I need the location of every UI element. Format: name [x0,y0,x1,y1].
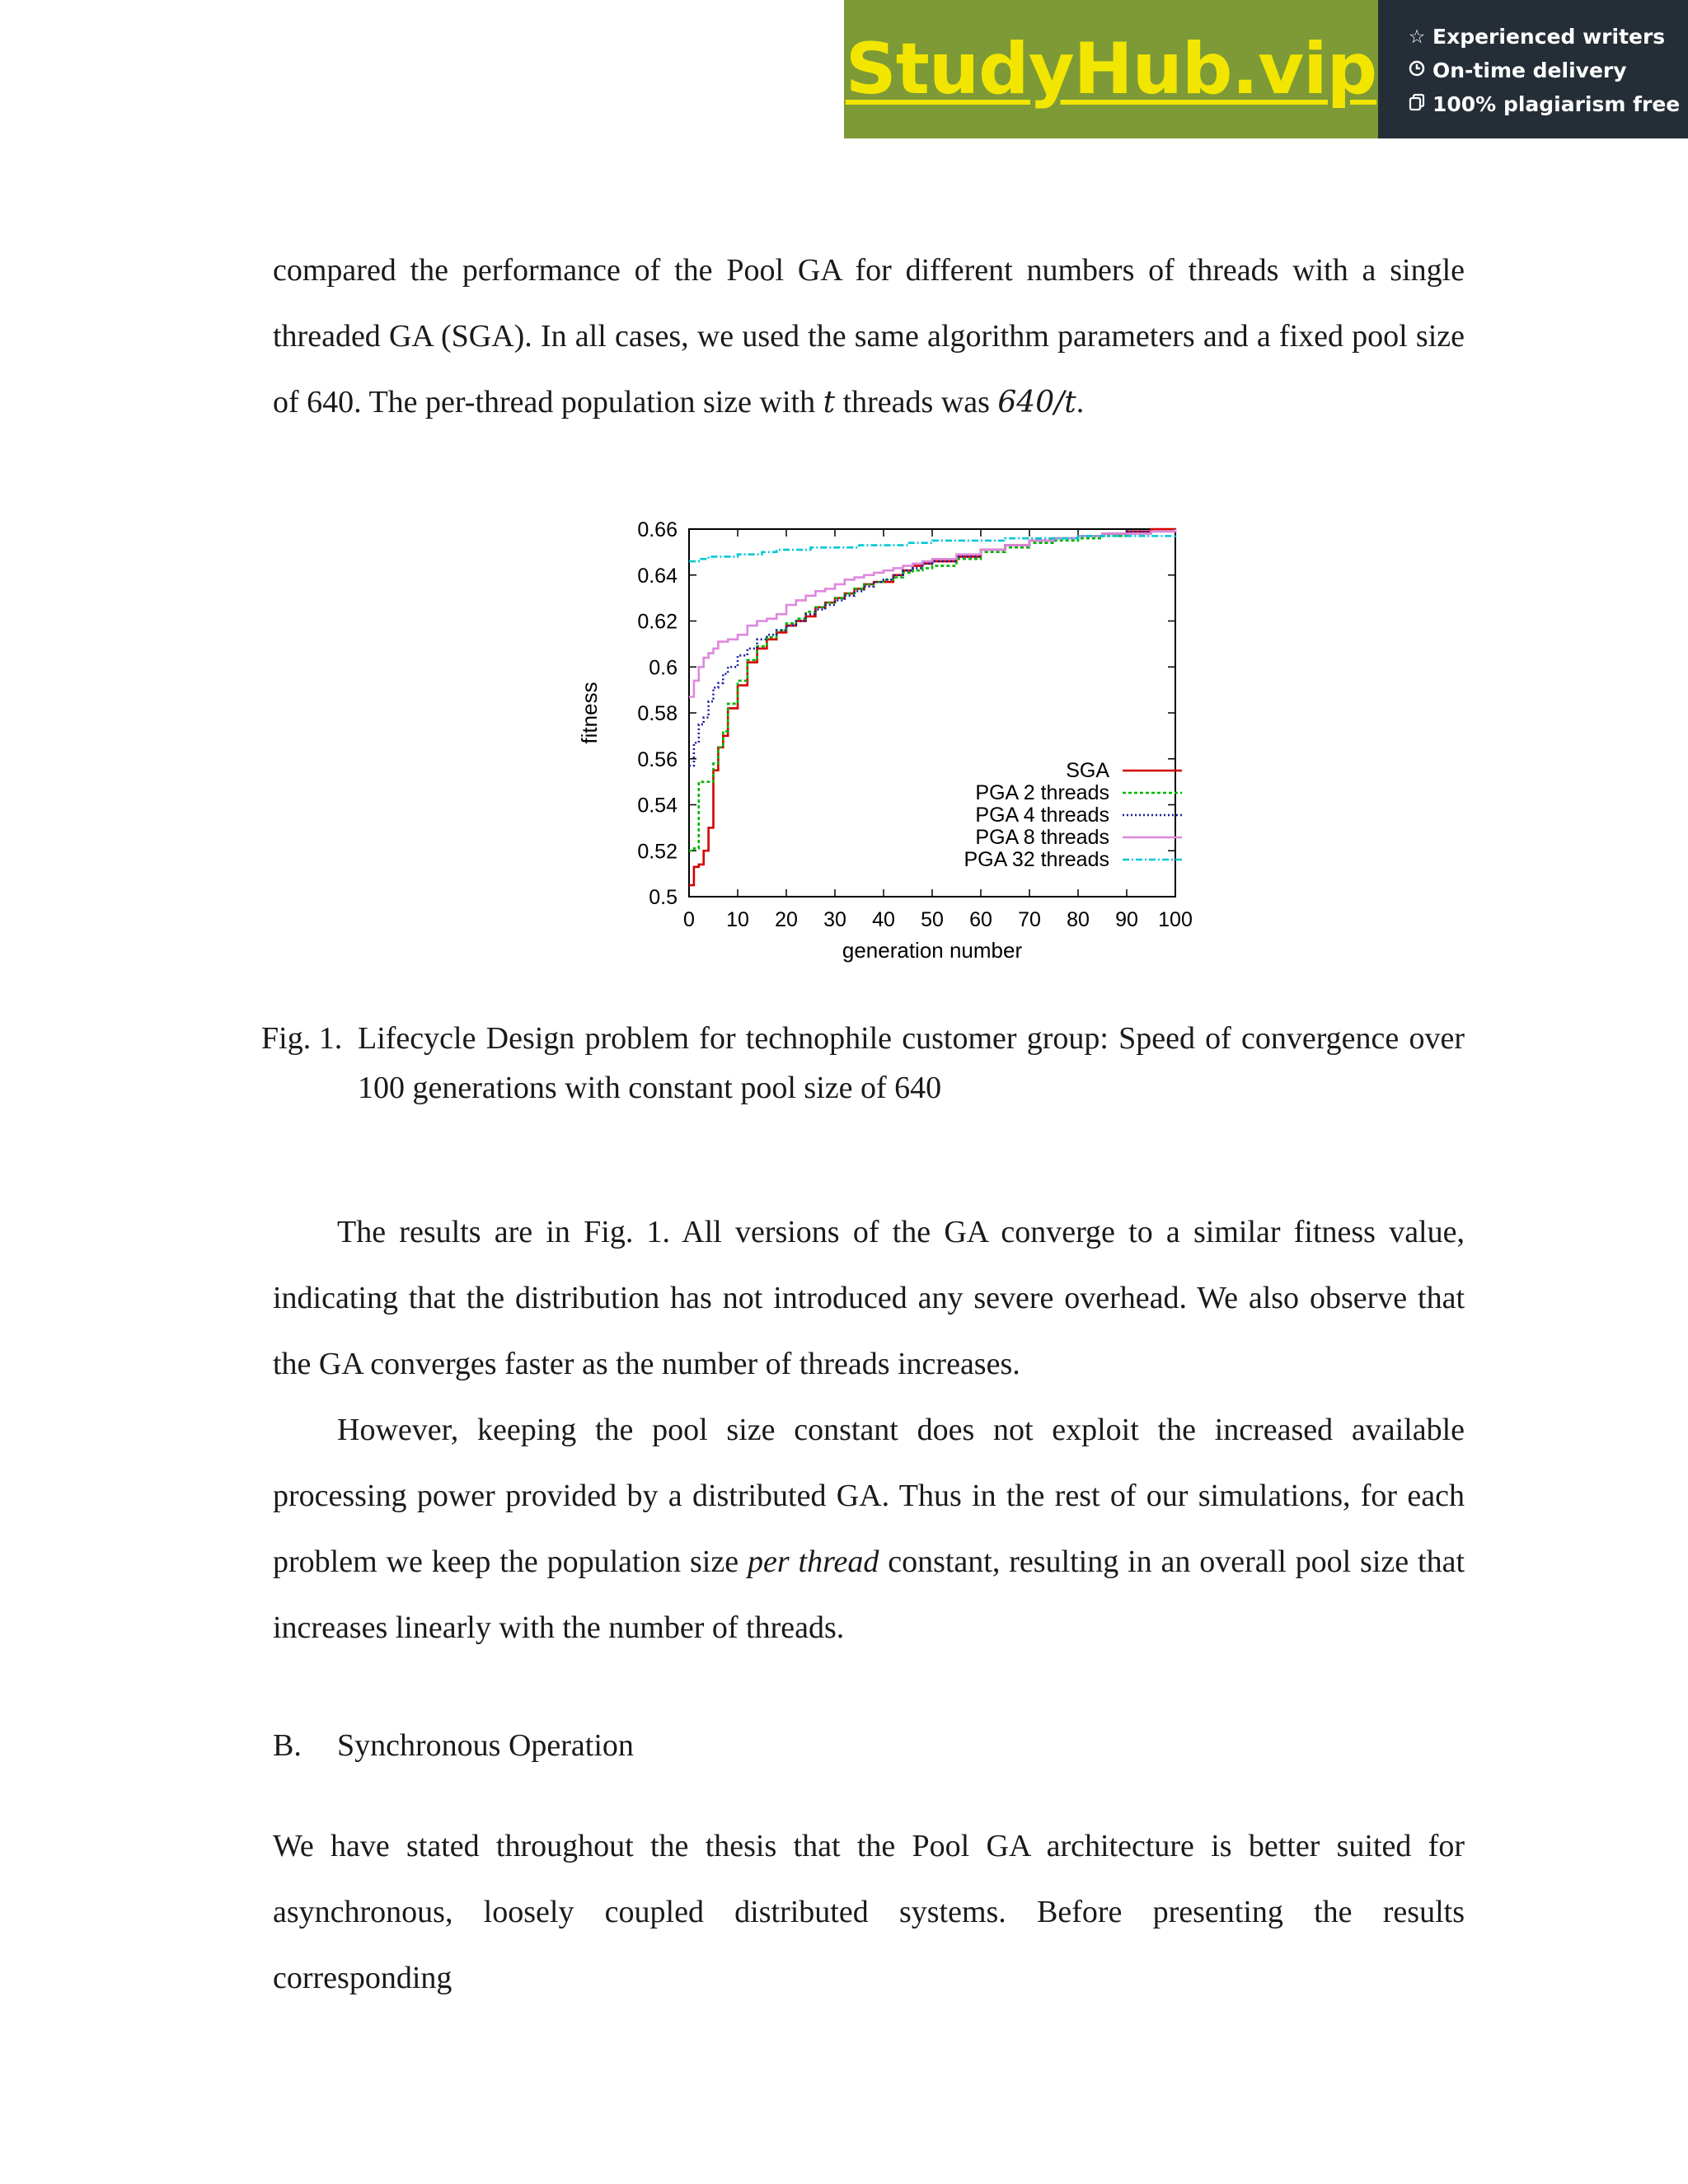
feature-label: On-time delivery [1432,59,1627,82]
paragraph-results: The results are in Fig. 1. All versions of the GA converge to a similar fitness value, indicating that the distribution has not introduced any severe overhead. We also observe that the GA converges faster as the number of threads increases. [273,1215,1465,1381]
y-axis-label: fitness [577,682,602,744]
paragraph-pool-size [273,1397,1465,1661]
series-line [689,534,1175,561]
y-tick-label: 0.6 [649,656,678,680]
x-tick-label: 40 [872,908,895,931]
legend-label: PGA 32 threads [964,848,1109,871]
paragraph-intro [273,237,1465,436]
x-tick-label: 10 [726,908,749,931]
x-axis-label: generation number [842,938,1023,963]
copy-icon [1406,93,1428,116]
feature-item [1406,20,1688,54]
x-tick-label: 70 [1018,908,1041,931]
x-tick-label: 50 [921,908,944,931]
section-heading [273,1722,634,1769]
y-tick-label: 0.62 [637,610,678,634]
x-tick-label: 90 [1115,908,1138,931]
brand-logo[interactable] [844,0,1378,138]
text-run: constant, resulting in an overall pool size that increases linearly with the number of threads. [273,1544,1465,1645]
math-variable: t [823,386,836,419]
y-tick-label: 0.52 [637,840,678,864]
chart-svg [560,506,1220,984]
x-tick-label: 20 [775,908,798,931]
brand-name: StudyHub.vip [845,28,1377,110]
fitness-chart [560,506,1220,984]
feature-item [1406,87,1688,121]
emphasis: per thread [747,1544,879,1579]
y-tick-label: 0.54 [637,794,678,818]
figure-caption [261,1014,1465,1113]
y-tick-label: 0.56 [637,748,678,771]
y-tick-label: 0.64 [637,564,678,588]
feature-item [1406,54,1688,87]
x-tick-label: 0 [683,908,695,931]
star-outline-icon: ☆ [1408,26,1426,48]
section-title: Synchronous Operation [337,1728,634,1763]
clock-icon [1406,60,1428,82]
legend-label: PGA 2 threads [975,781,1109,804]
legend-label: PGA 8 threads [975,826,1109,849]
text-run: compared the performance of the Pool GA for different numbers of threads with a single threaded GA (SGA). In all cases, we used the same algorithm parameters and a fixed pool size of 640. The per-thread population size with [273,253,1465,419]
text-run: However, keeping the pool size constant does not exploit the increased available processing power provided by a distributed GA. Thus in the rest of our simulations, for each problem we keep the population size [273,1413,1465,1579]
paragraph-synchronous: We have stated throughout the thesis that the Pool GA architecture is better suited for asynchronous, loosely coupled distributed systems. Before presenting the results corresponding [273,1829,1465,1995]
text-run: . [1076,385,1085,419]
feature-label: Experienced writers [1432,25,1666,49]
legend-label: PGA 4 threads [975,804,1109,827]
feature-list [1378,0,1688,138]
studyhub-banner[interactable] [844,0,1688,138]
y-tick-label: 0.58 [637,702,678,725]
x-tick-label: 30 [823,908,846,931]
feature-label: 100% plagiarism free [1432,92,1681,116]
text-run: threads was [835,385,998,419]
series-line [689,529,1175,766]
math-expression: 640/t [997,386,1076,419]
x-tick-label: 100 [1158,908,1193,931]
x-tick-label: 80 [1067,908,1090,931]
y-tick-label: 0.5 [649,886,678,909]
section-number: B. [273,1728,302,1763]
y-tick-label: 0.66 [637,518,678,541]
figure-label: Fig. 1. [261,1021,343,1056]
legend-label: SGA [1066,759,1109,782]
caption-text: Lifecycle Design problem for technophile customer group: Speed of convergence over 100 generations with constant pool size of 640 [358,1021,1465,1105]
x-tick-label: 60 [969,908,992,931]
